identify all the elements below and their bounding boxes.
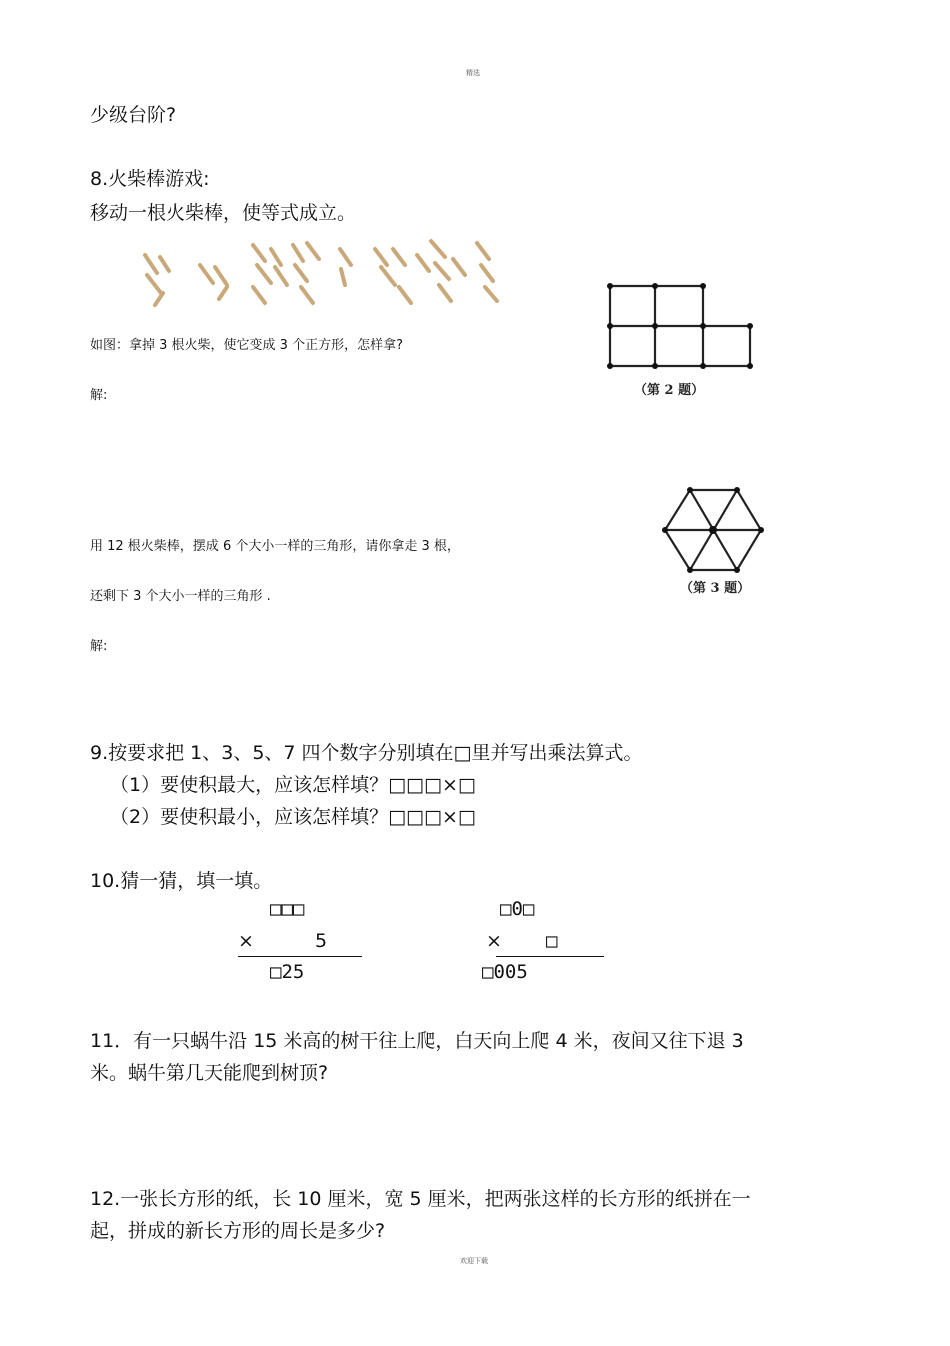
q12-line1: 12.一张长方形的纸，长 10 厘米，宽 5 厘米，把两张这样的长方形的纸拼在一: [90, 1188, 751, 1210]
q11-line2: 米。蜗牛第几天能爬到树顶?: [90, 1062, 329, 1084]
q8-instruction: 移动一根火柴棒，使等式成立。: [90, 202, 357, 224]
q8-sub1-answer-label: 解:: [90, 388, 108, 403]
q11-line1: 11．有一只蜗牛沿 15 米高的树干往上爬，白天向上爬 4 米，夜间又往下退 3: [90, 1030, 744, 1052]
matchstick-equation-image: [135, 235, 510, 310]
figure2-caption: （第 2 题）: [634, 383, 705, 398]
q10-left-rule: [238, 956, 362, 957]
page-header: 精选: [466, 69, 480, 77]
q10-right-result: □005: [482, 961, 528, 983]
q10-left-multiplier: 5: [315, 930, 328, 952]
q9-title: 9.按要求把 1、3、5、7 四个数字分别填在□里并写出乘法算式。: [90, 742, 643, 764]
q10-title: 10.猜一猜，填一填。: [90, 870, 273, 892]
squares-matchstick-figure: [600, 278, 760, 373]
q8-sub1-text: 如图：拿掉 3 根火柴，使它变成 3 个正方形，怎样拿?: [90, 338, 403, 353]
page-footer: 欢迎下载: [460, 1257, 488, 1265]
q10-right-multiplier: □: [546, 930, 558, 952]
q8-sub2-line2: 还剩下 3 个大小一样的三角形 .: [90, 589, 271, 604]
figure3-caption: （第 3 题）: [680, 581, 751, 596]
q10-left-result: □25: [270, 961, 305, 983]
q9-part1: （1）要使积最大，应该怎样填？□□□×□: [110, 774, 476, 796]
q10-right-mult-sign: ×: [486, 930, 502, 952]
q10-right-top: □0□: [500, 898, 535, 920]
q10-left-top: □□□: [270, 898, 305, 920]
q8-sub2-answer-label: 解:: [90, 639, 108, 654]
q10-right-rule: [496, 956, 604, 957]
prev-question-continuation: 少级台阶?: [90, 104, 177, 126]
hexagon-triangles-figure: [655, 484, 775, 574]
q9-part2: （2）要使积最小，应该怎样填？□□□×□: [110, 806, 476, 828]
q8-title: 8.火柴棒游戏:: [90, 168, 210, 190]
q12-line2: 起，拼成的新长方形的周长是多少?: [90, 1220, 386, 1242]
q8-sub2-line1: 用 12 根火柴棒，摆成 6 个大小一样的三角形，请你拿走 3 根，: [90, 539, 460, 554]
q10-left-mult-sign: ×: [238, 930, 254, 952]
